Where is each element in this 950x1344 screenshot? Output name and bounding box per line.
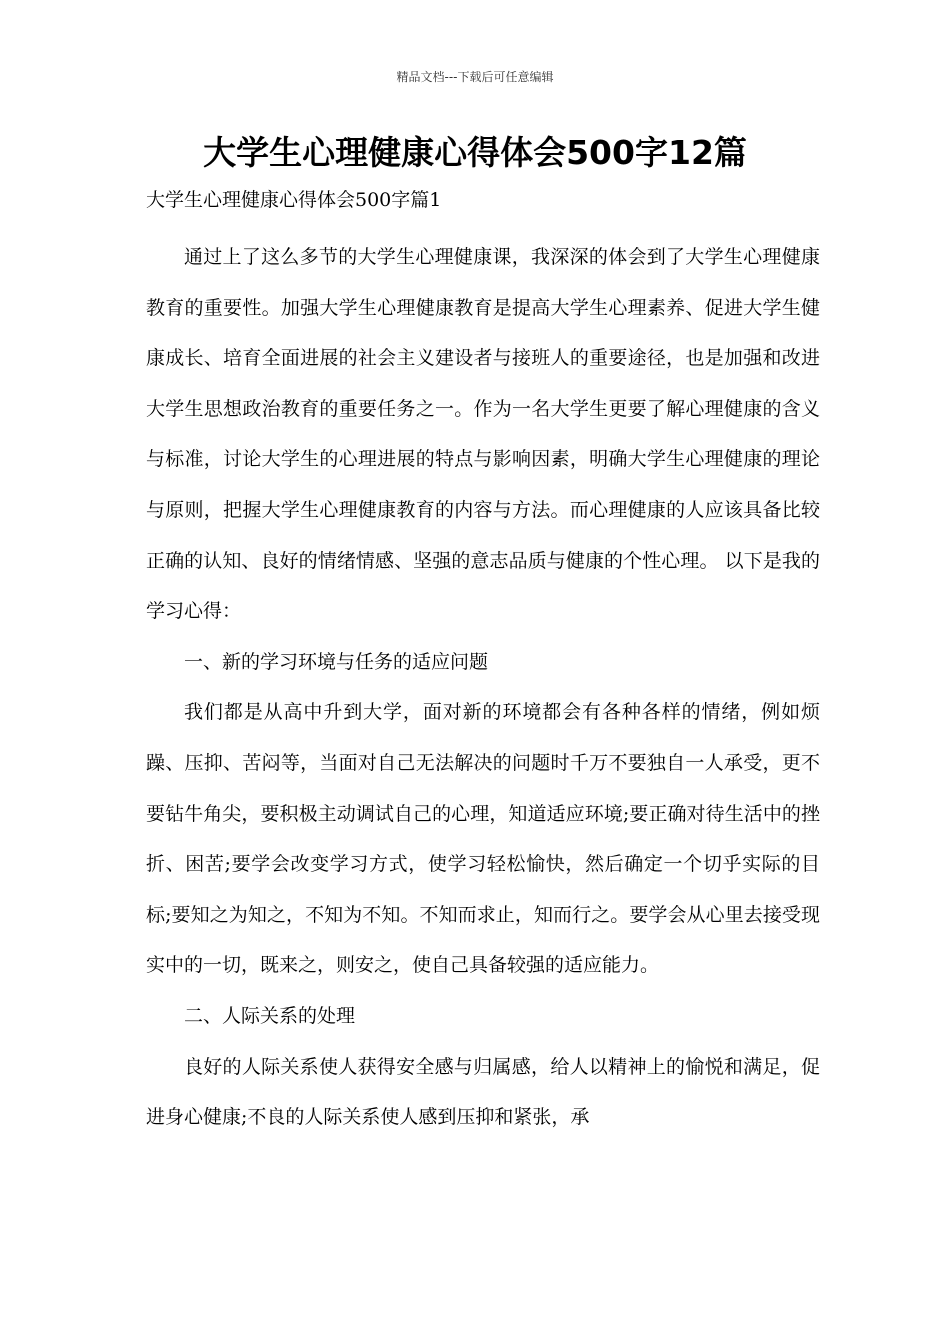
document-title: 大学生心理健康心得体会500字12篇 <box>203 133 747 172</box>
document-body <box>146 232 820 1143</box>
section-heading-2: 二、人际关系的处理 <box>184 1004 356 1027</box>
header-note: 精品文档---下载后可任意编辑 <box>396 70 554 84</box>
section-subtitle: 大学生心理健康心得体会500字篇1 <box>146 189 442 211</box>
paragraph-relationships: 良好的人际关系使人获得安全感与归属感，给人以精神上的愉悦和满足，促进身心健康;不良的人际关系使人感到压抑和紧张，承 <box>146 1055 820 1129</box>
section-heading-1: 一、新的学习环境与任务的适应问题 <box>184 650 489 673</box>
paragraph-adaptation: 我们都是从高中升到大学，面对新的环境都会有各种各样的情绪，例如烦躁、压抑、苦闷等，当面对自己无法解决的问题时千万不要独自一人承受，更不要钻牛角尖，要积极主动调试自己的心理，知道适应环境;要正确对待生活中的挫折、困苦;要学会改变学习方式，使学习轻松愉快，然后确定一个切乎实际的目标;要知之为知之，不知为不知。不知而求止，知而行之。要学会从心里去接受现实中的一切，既来之，则安之，使自己具备较强的适应能力。 <box>146 701 820 977</box>
paragraph-intro: 通过上了这么多节的大学生心理健康课，我深深的体会到了大学生心理健康教育的重要性。加强大学生心理健康教育是提高大学生心理素养、促进大学生健康成长、培育全面进展的社会主义建设者与接班人的重要途径，也是加强和改进大学生思想政治教育的重要任务之一。作为一名大学生更要了解心理健康的含义与标准，讨论大学生的心理进展的特点与影响因素，明确大学生心理健康的理论与原则，把握大学生心理健康教育的内容与方法。而心理健康的人应该具备比较正确的认知、良好的情绪情感、坚强的意志品质与健康的个性心理。 以下是我的学习心得： <box>146 246 820 623</box>
